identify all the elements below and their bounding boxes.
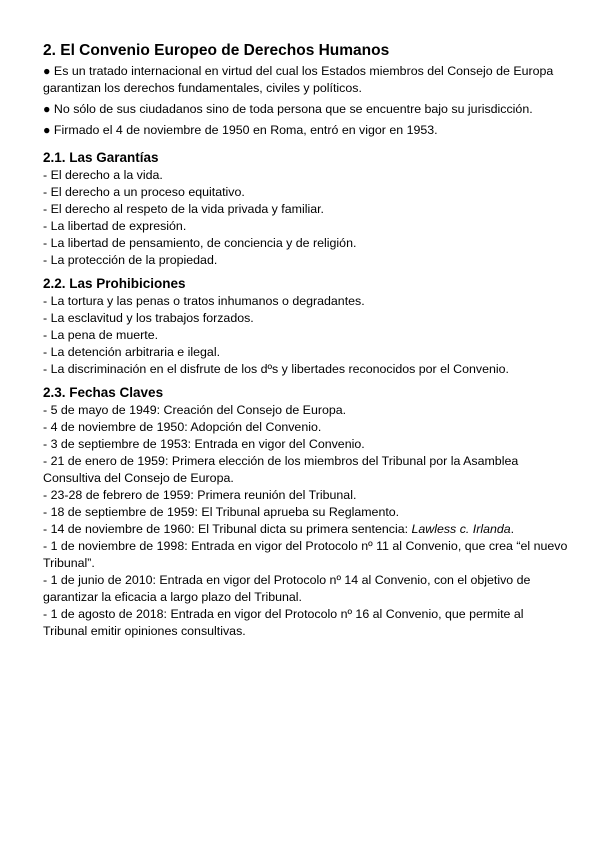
list-item: - 18 de septiembre de 1959: El Tribunal aprueba su Reglamento. bbox=[43, 505, 400, 519]
fechas-heading: 2.3. Fechas Claves bbox=[43, 385, 164, 400]
list-item: - El derecho a un proceso equitativo. bbox=[43, 185, 245, 199]
document-content bbox=[43, 42, 568, 640]
list-item: - La libertad de pensamiento, de conciencia y de religión. bbox=[43, 236, 357, 250]
list-item: - El derecho a la vida. bbox=[43, 168, 163, 182]
sentencia-text: - 14 de noviembre de 1960: El Tribunal dicta su primera sentencia: bbox=[43, 522, 412, 536]
intro-bullet-3: ● Firmado el 4 de noviembre de 1950 en Roma, entró en vigor en 1953. bbox=[43, 123, 438, 137]
list-item: - La esclavitud y los trabajos forzados. bbox=[43, 311, 254, 325]
list-item: - El derecho al respeto de la vida privada y familiar. bbox=[43, 202, 324, 216]
list-item: - La protección de la propiedad. bbox=[43, 253, 218, 267]
list-item: - 1 de junio de 2010: Entrada en vigor del Protocolo nº 14 al Convenio, con el objetivo de garantizar la eficacia a largo plazo del Tribunal. bbox=[43, 573, 531, 604]
list-item: - 1 de agosto de 2018: Entrada en vigor del Protocolo nº 16 al Convenio, que permite al Tribunal emitir opiniones consultivas. bbox=[43, 607, 524, 638]
list-item: - 23-28 de febrero de 1959: Primera reunión del Tribunal. bbox=[43, 488, 357, 502]
list-item: - 5 de mayo de 1949: Creación del Consejo de Europa. bbox=[43, 403, 347, 417]
fechas-list bbox=[43, 402, 568, 640]
list-item: - La tortura y las penas o tratos inhumanos o degradantes. bbox=[43, 294, 365, 308]
intro-bullet-1: ● Es un tratado internacional en virtud del cual los Estados miembros del Consejo de Europa garantizan los derechos fundamentales, civiles y políticos. bbox=[43, 64, 554, 95]
list-item: - 21 de enero de 1959: Primera elección de los miembros del Tribunal por la Asamblea Consultiva del Consejo de Europa. bbox=[43, 454, 519, 485]
list-item: - 1 de noviembre de 1998: Entrada en vigor del Protocolo nº 11 al Convenio, que crea “el nuevo Tribunal”. bbox=[43, 539, 568, 570]
intro-bullet-2: ● No sólo de sus ciudadanos sino de toda persona que se encuentre bajo su jurisdicción. bbox=[43, 102, 533, 116]
list-item: - 3 de septiembre de 1953: Entrada en vigor del Convenio. bbox=[43, 437, 365, 451]
list-item: - La detención arbitraria e ilegal. bbox=[43, 345, 221, 359]
sentencia-end: . bbox=[510, 522, 515, 536]
list-item: - 4 de noviembre de 1950: Adopción del Convenio. bbox=[43, 420, 322, 434]
case-name: Lawless c. Irlanda bbox=[411, 522, 511, 536]
section-title: 2. El Convenio Europeo de Derechos Humanos bbox=[43, 42, 390, 59]
garantias-list bbox=[43, 167, 568, 269]
list-item: - La discriminación en el disfrute de los dºs y libertades reconocidos por el Convenio. bbox=[43, 362, 509, 376]
garantias-heading: 2.1. Las Garantías bbox=[43, 150, 159, 165]
prohibiciones-list bbox=[43, 293, 568, 378]
list-item: - La pena de muerte. bbox=[43, 328, 159, 342]
list-item bbox=[43, 521, 568, 538]
list-item: - La libertad de expresión. bbox=[43, 219, 187, 233]
prohibiciones-heading: 2.2. Las Prohibiciones bbox=[43, 276, 186, 291]
